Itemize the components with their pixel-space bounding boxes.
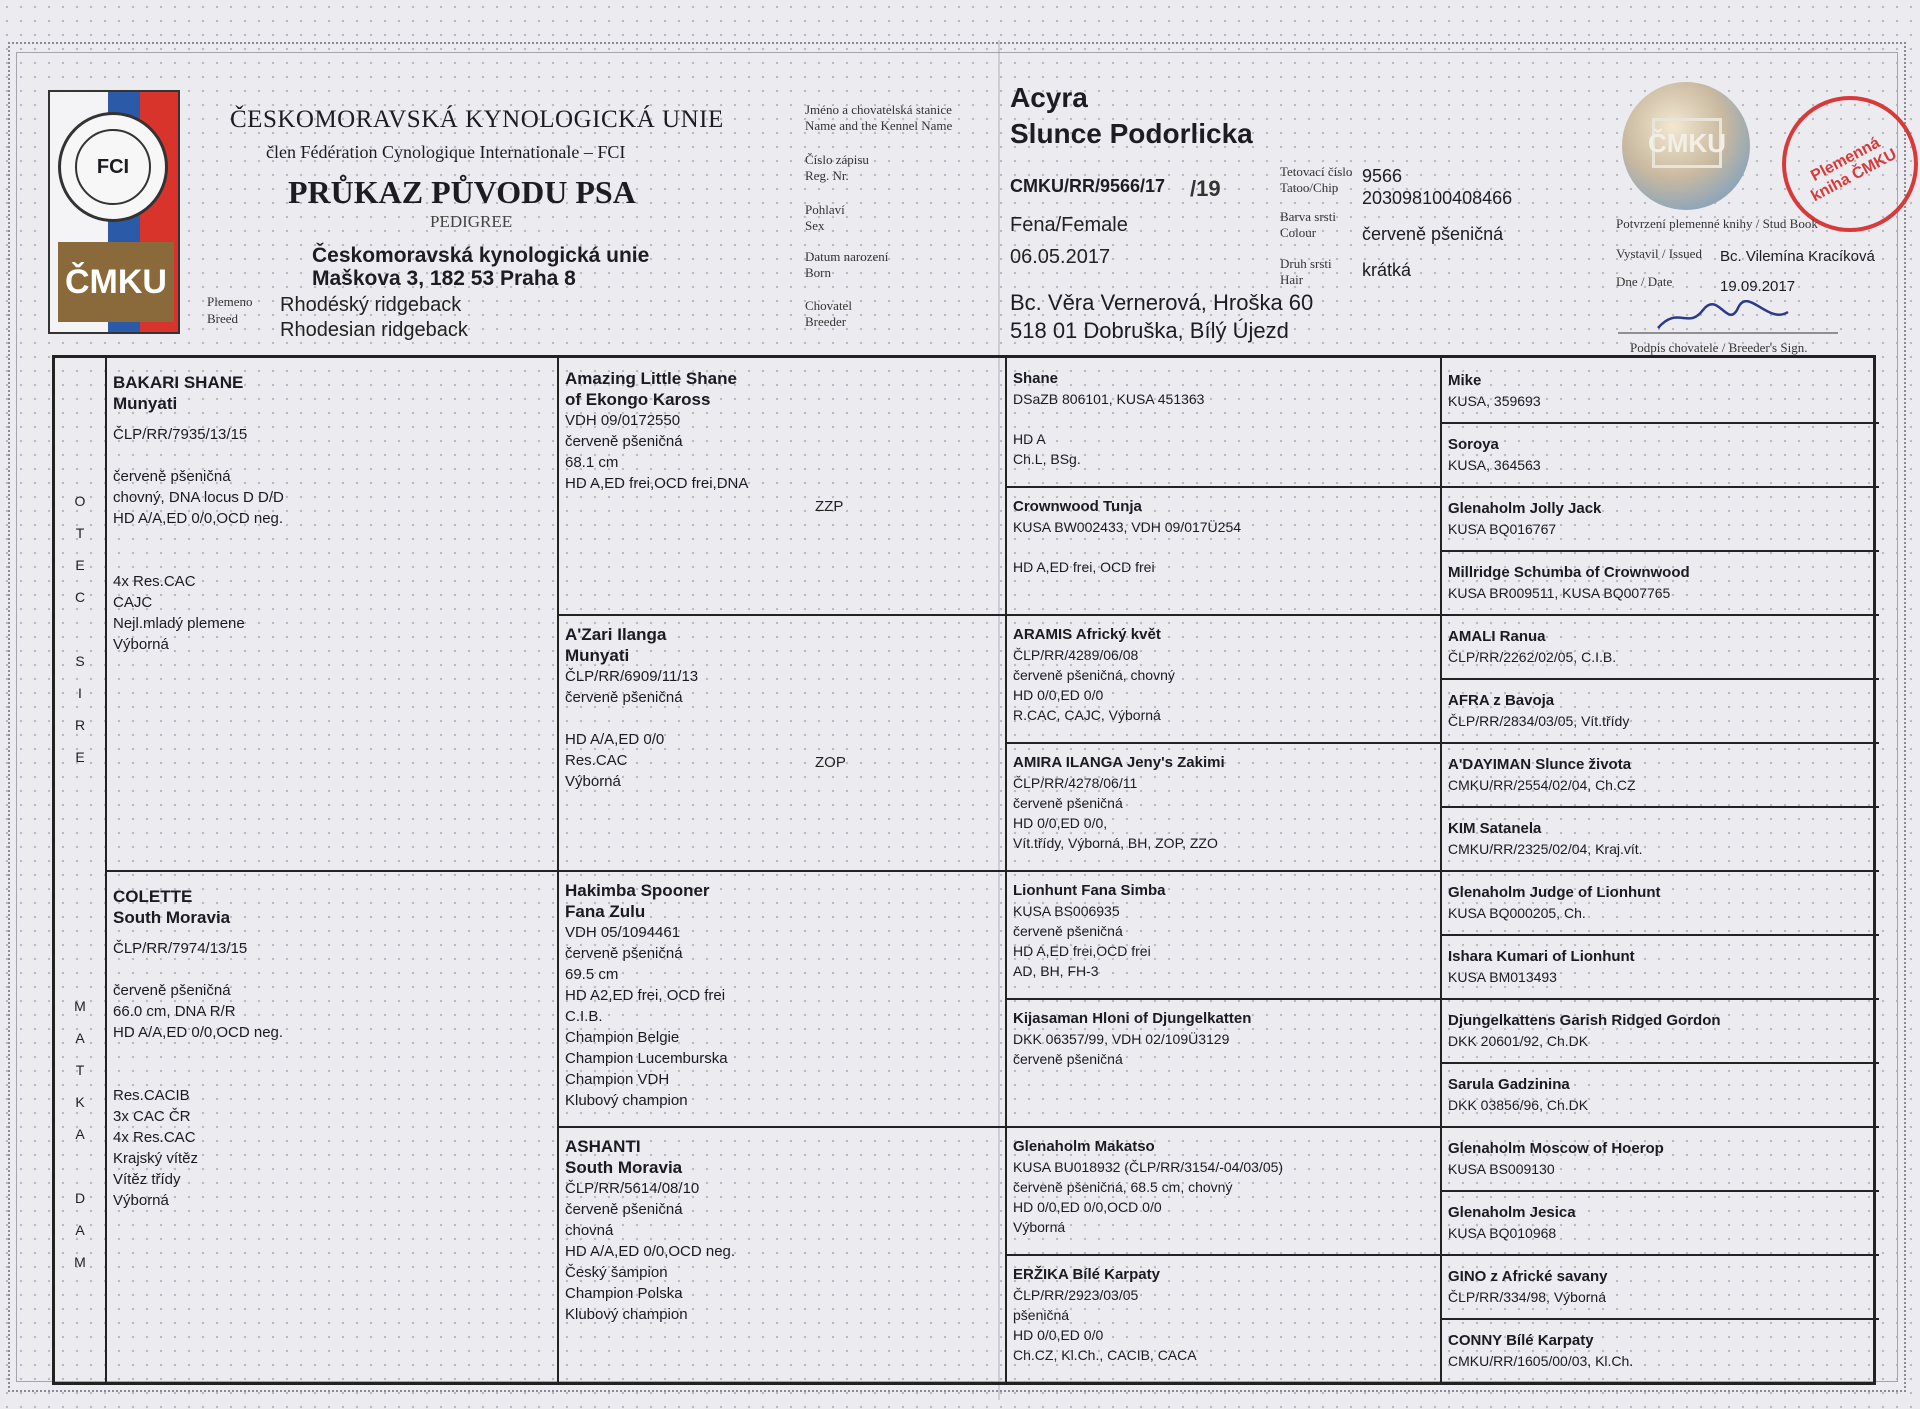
pedigree-line: HD 0/0,ED 0/0,OCD 0/0 xyxy=(1013,1199,1162,1215)
pedigree-line xyxy=(113,529,553,550)
side-letter-sire: E xyxy=(75,557,85,573)
pedigree-line: Res.CAC xyxy=(565,752,628,769)
pedigree-line: chovný, DNA locus D D/D xyxy=(113,489,284,506)
pedigree-line: ČLP/RR/6909/11/13 xyxy=(565,668,699,685)
pedigree-table xyxy=(52,355,1876,1385)
gen3-cell xyxy=(1013,880,1433,981)
gen3-cell xyxy=(1013,1008,1433,1069)
pedigree-line: KUSA BW002433, VDH 09/017Ü254 xyxy=(1013,519,1242,535)
gen4-name: GINO z Africké savany xyxy=(1448,1268,1608,1285)
gen4-row-divider xyxy=(1440,550,1879,552)
pedigree-line: 68.1 cm xyxy=(565,454,619,471)
pedigree-line xyxy=(113,1064,553,1085)
hair-label-cz: Druh srsti xyxy=(1280,256,1332,271)
gen4-row-divider xyxy=(1440,1190,1879,1192)
colour-value: červeně pšeničná xyxy=(1362,224,1504,244)
pedigree-line xyxy=(113,1043,553,1064)
gen2-kennel: of Ekongo Kaross xyxy=(565,390,711,409)
breed-label-cz: Plemeno xyxy=(207,294,253,309)
pedigree-line: 4x Res.CAC xyxy=(113,573,196,590)
gen3-name: Crownwood Tunja xyxy=(1013,498,1142,515)
breeder-address-line1: Bc. Věra Vernerová, Hroška 60 xyxy=(1010,290,1314,315)
pedigree-line: Výborná xyxy=(113,1192,169,1209)
registration-suffix: /19 xyxy=(1190,176,1221,201)
born-value: 06.05.2017 xyxy=(1010,246,1111,268)
side-letter-sire: I xyxy=(78,685,82,701)
hair-label-en: Hair xyxy=(1280,272,1304,287)
dam-name: COLETTE xyxy=(113,887,193,906)
pedigree-line: HD A/A,ED 0/0,OCD neg. xyxy=(113,510,284,527)
side-letter-sire: E xyxy=(75,749,85,765)
sire-name: BAKARI SHANE xyxy=(113,373,244,392)
pedigree-line: Vít.třídy, Výborná, BH, ZOP, ZZO xyxy=(1013,835,1218,851)
pedigree-line: Champion Lucemburska xyxy=(565,1050,728,1067)
gen3-name: Lionhunt Fana Simba xyxy=(1013,882,1166,899)
gen2-cell xyxy=(565,624,1001,792)
pedigree-line: ČLP/RR/5614/08/10 xyxy=(565,1180,700,1197)
pedigree-line xyxy=(113,959,553,980)
pedigree-line: KUSA BS006935 xyxy=(1013,903,1120,919)
issued-by: Bc. Vilemína Kracíková xyxy=(1720,248,1875,265)
fci-member: člen Fédération Cynologique Internationale – FCI xyxy=(266,142,626,162)
issued-date: 19.09.2017 xyxy=(1720,278,1796,295)
gen2-cell xyxy=(565,1136,1001,1325)
pedigree-line: 66.0 cm, DNA R/R xyxy=(113,1003,236,1020)
sire-kennel: Munyati xyxy=(113,394,178,413)
pedigree-line: ČLP/RR/7935/13/15 xyxy=(113,426,248,443)
gen4-name: A'DAYIMAN Slunce života xyxy=(1448,756,1632,773)
name-label-en: Name and the Kennel Name xyxy=(805,118,953,133)
gen4-row-divider xyxy=(1440,422,1879,424)
gen2-name: Amazing Little Shane xyxy=(565,369,737,388)
pedigree-line: C.I.B. xyxy=(565,1008,603,1025)
side-letter-dam: D xyxy=(74,1190,86,1206)
gen4-row-divider xyxy=(1440,806,1879,808)
gen4-name: KIM Satanela xyxy=(1448,820,1542,837)
gen4-cell xyxy=(1448,818,1873,859)
gen2-row-divider xyxy=(557,1126,1879,1128)
org-address-line1: Českomoravská kynologická unie xyxy=(312,244,650,267)
gen3-cell xyxy=(1013,368,1433,469)
pedigree-line: HD A/A,ED 0/0,OCD neg. xyxy=(113,1024,284,1041)
pedigree-line: HD A xyxy=(1013,431,1046,447)
side-letter-sire: O xyxy=(74,493,86,509)
studbook-stamp-text: Plemenná kniha ČMKU xyxy=(1808,134,1900,206)
pedigree-line: červeně pšeničná xyxy=(1013,795,1123,811)
sex-label-cz: Pohlaví xyxy=(805,202,845,217)
pedigree-line: CMKU/RR/1605/00/03, Kl.Ch. xyxy=(1448,1353,1634,1369)
gen4-cell xyxy=(1448,1138,1873,1179)
pedigree-line: KUSA BR009511, KUSA BQ007765 xyxy=(1448,585,1671,601)
hologram-seal-text: ČMKU xyxy=(1652,118,1722,168)
pedigree-line: HD A,ED frei, OCD frei xyxy=(1013,559,1155,575)
pedigree-line: Klubový champion xyxy=(565,1092,688,1109)
name-label-cz: Jméno a chovatelská stanice xyxy=(805,102,952,117)
gen4-cell xyxy=(1448,562,1873,603)
reg-label-en: Reg. Nr. xyxy=(805,168,849,183)
gen3-row-divider xyxy=(1005,1254,1879,1256)
dog-name-line2: Slunce Podorlicka xyxy=(1010,118,1253,149)
pedigree-line: Champion Polska xyxy=(565,1285,683,1302)
pedigree-line: KUSA, 359693 xyxy=(1448,393,1541,409)
breeder-sign-label: Podpis chovatele / Breeder's Sign. xyxy=(1630,340,1808,355)
pedigree-line: červeně pšeničná xyxy=(565,945,683,962)
gen2-name: A'Zari Ilanga xyxy=(565,625,667,644)
pedigree-line: KUSA BQ010968 xyxy=(1448,1225,1557,1241)
gen4-row-divider xyxy=(1440,1318,1879,1320)
org-address-line2: Maškova 3, 182 53 Praha 8 xyxy=(312,267,576,290)
pedigree-line: HD A,ED frei,OCD frei,DNA xyxy=(565,475,749,492)
cmku-fci-logo xyxy=(48,90,180,334)
gen3-row-divider xyxy=(1005,742,1879,744)
side-letter-dam: K xyxy=(75,1094,85,1110)
breeding-note: ZOP xyxy=(815,754,846,771)
pedigree-line: ČLP/RR/334/98, Výborná xyxy=(1448,1289,1606,1305)
gen4-cell xyxy=(1448,434,1873,475)
gen3-name: Glenaholm Makatso xyxy=(1013,1138,1155,1155)
gen4-name: Sarula Gadzinina xyxy=(1448,1076,1570,1093)
document-title: PRŮKAZ PŮVODU PSA xyxy=(288,174,636,210)
breeder-signature xyxy=(1618,300,1838,336)
breeding-note: ZZP xyxy=(815,498,844,515)
tattoo-label-cz: Tetovací číslo xyxy=(1280,164,1353,179)
pedigree-line xyxy=(565,708,1001,729)
gen4-name: Soroya xyxy=(1448,436,1499,453)
org-name: ČESKOMORAVSKÁ KYNOLOGICKÁ UNIE xyxy=(230,106,724,133)
colour-label-cz: Barva srsti xyxy=(1280,209,1336,224)
gen2-kennel: Fana Zulu xyxy=(565,902,646,921)
pedigree-line: ČLP/RR/7974/13/15 xyxy=(113,940,248,957)
side-letter-sire: T xyxy=(75,525,85,541)
gen2-kennel: South Moravia xyxy=(565,1158,683,1177)
pedigree-line: chovná xyxy=(565,1222,614,1239)
side-letter-sire: R xyxy=(74,717,86,733)
dam-cell xyxy=(113,886,553,1211)
gen4-cell xyxy=(1448,1202,1873,1243)
pedigree-line: DKK 06357/99, VDH 02/109Ü3129 xyxy=(1013,1031,1230,1047)
gen2-cell xyxy=(565,368,1001,494)
gen3-name: AMIRA ILANGA Jeny's Zakimi xyxy=(1013,754,1225,771)
pedigree-line: VDH 05/1094461 xyxy=(565,924,681,941)
pedigree-line: 69.5 cm xyxy=(565,966,619,983)
gen4-name: Ishara Kumari of Lionhunt xyxy=(1448,948,1635,965)
pedigree-line: Vítěz třídy xyxy=(113,1171,181,1188)
side-letter-dam: A xyxy=(75,1222,85,1238)
gen3-name: Kijasaman Hloni of Djungelkatten xyxy=(1013,1010,1252,1027)
pedigree-line xyxy=(1013,537,1433,557)
gen4-name: Mike xyxy=(1448,372,1482,389)
side-letter-dam: T xyxy=(75,1062,85,1078)
gen4-cell xyxy=(1448,1010,1873,1051)
breeder-label-en: Breeder xyxy=(805,314,847,329)
pedigree-line: KUSA BM013493 xyxy=(1448,969,1557,985)
born-label-en: Born xyxy=(805,265,831,280)
side-letter-dam: M xyxy=(74,998,86,1014)
pedigree-line: Nejl.mladý plemene xyxy=(113,615,245,632)
pedigree-line: Klubový champion xyxy=(565,1306,688,1323)
fci-badge xyxy=(58,112,168,222)
pedigree-line: DKK 03856/96, Ch.DK xyxy=(1448,1097,1589,1113)
gen4-cell xyxy=(1448,370,1873,411)
chip-value: 203098100408466 xyxy=(1362,188,1513,208)
sex-value: Fena/Female xyxy=(1010,214,1128,236)
pedigree-line: Krajský vítěz xyxy=(113,1150,199,1167)
gen2-row-divider xyxy=(557,614,1879,616)
gen3-cell xyxy=(1013,1264,1433,1365)
pedigree-line: Champion VDH xyxy=(565,1071,670,1088)
breeder-address-line2: 518 01 Dobruška, Bílý Újezd xyxy=(1010,318,1289,343)
gen4-name: CONNY Bílé Karpaty xyxy=(1448,1332,1594,1349)
breed-en: Rhodesian ridgeback xyxy=(280,319,468,341)
tattoo-label-en: Tatoo/Chip xyxy=(1280,180,1339,195)
pedigree-line: AD, BH, FH-3 xyxy=(1013,963,1099,979)
gen4-cell xyxy=(1448,1266,1873,1307)
gen3-cell xyxy=(1013,1136,1433,1237)
gen3-cell xyxy=(1013,624,1433,725)
pedigree-line: HD A2,ED frei, OCD frei xyxy=(565,987,726,1004)
side-letter-dam: M xyxy=(74,1254,86,1270)
side-letter-dam: A xyxy=(75,1126,85,1142)
gen4-cell xyxy=(1448,626,1873,667)
gen4-row-divider xyxy=(1440,678,1879,680)
pedigree-line: ČLP/RR/2923/03/05 xyxy=(1013,1287,1139,1303)
gen4-cell xyxy=(1448,882,1873,923)
pedigree-line: Res.CACIB xyxy=(113,1087,190,1104)
breed-cz: Rhodéský ridgeback xyxy=(280,294,462,316)
fci-logo-text: FCI xyxy=(75,129,151,205)
gen3-cell xyxy=(1013,496,1433,577)
pedigree-line: HD 0/0,ED 0/0 xyxy=(1013,1327,1104,1343)
pedigree-line: VDH 09/0172550 xyxy=(565,412,681,429)
tattoo-value: 9566 xyxy=(1362,166,1403,186)
pedigree-line: červeně pšeničná xyxy=(113,982,231,999)
pedigree-line: červeně pšeničná xyxy=(113,468,231,485)
date-label: Dne / Date xyxy=(1616,274,1673,289)
pedigree-line: Ch.L, BSg. xyxy=(1013,451,1081,467)
pedigree-line: ČLP/RR/4289/06/08 xyxy=(1013,647,1139,663)
pedigree-line: ČLP/RR/2834/03/05, Vít.třídy xyxy=(1448,713,1630,729)
pedigree-line: červeně pšeničná xyxy=(1013,1051,1123,1067)
gen4-cell xyxy=(1448,946,1873,987)
pedigree-line: ČLP/RR/4278/06/11 xyxy=(1013,775,1138,791)
pedigree-line: HD 0/0,ED 0/0, xyxy=(1013,815,1108,831)
gen4-row-divider xyxy=(1440,1062,1879,1064)
pedigree-line: červeně pšeničná xyxy=(565,1201,683,1218)
gen2-cell xyxy=(565,880,1001,1111)
gen4-cell xyxy=(1448,1330,1873,1371)
pedigree-line: HD 0/0,ED 0/0 xyxy=(1013,687,1104,703)
pedigree-line: HD A/A,ED 0/0 xyxy=(565,731,665,748)
gen3-name: ERŽIKA Bílé Karpaty xyxy=(1013,1266,1160,1283)
gen4-name: AFRA z Bavoja xyxy=(1448,692,1555,709)
pedigree-line: DKK 20601/92, Ch.DK xyxy=(1448,1033,1589,1049)
gen4-cell xyxy=(1448,690,1873,731)
gen4-name: Glenaholm Judge of Lionhunt xyxy=(1448,884,1661,901)
pedigree-line: ČLP/RR/2262/02/05, C.I.B. xyxy=(1448,649,1617,665)
pedigree-line: KUSA BQ016767 xyxy=(1448,521,1557,537)
reg-label-cz: Číslo zápisu xyxy=(805,152,869,167)
issued-label: Vystavil / Issued xyxy=(1616,246,1702,261)
breeder-label-cz: Chovatel xyxy=(805,298,852,313)
pedigree-line: Champion Belgie xyxy=(565,1029,680,1046)
breed-label-en: Breed xyxy=(207,311,239,326)
pedigree-line xyxy=(113,550,553,571)
document-subtitle: PEDIGREE xyxy=(430,212,513,231)
pedigree-line: KUSA BS009130 xyxy=(1448,1161,1555,1177)
pedigree-line xyxy=(113,445,553,466)
pedigree-line: pšeničná xyxy=(1013,1307,1070,1323)
gen4-cell xyxy=(1448,498,1873,539)
pedigree-line: Český šampion xyxy=(565,1264,668,1281)
gen2-name: ASHANTI xyxy=(565,1137,641,1156)
pedigree-line: červeně pšeničná xyxy=(1013,923,1123,939)
pedigree-line: HD A/A,ED 0/0,OCD neg. xyxy=(565,1243,736,1260)
gen3-cell xyxy=(1013,752,1433,853)
gen4-cell xyxy=(1448,1074,1873,1115)
gen3-row-divider xyxy=(1005,486,1879,488)
pedigree-line: Ch.CZ, Kl.Ch., CACIB, CACA xyxy=(1013,1347,1197,1363)
hair-value: krátká xyxy=(1362,260,1412,280)
gen4-row-divider xyxy=(1440,934,1879,936)
pedigree-line: KUSA BQ000205, Ch. xyxy=(1448,905,1586,921)
registration-number: CMKU/RR/9566/17 xyxy=(1010,176,1166,196)
pedigree-line: Výborná xyxy=(565,773,621,790)
pedigree-line: Výborná xyxy=(1013,1219,1066,1235)
gen4-name: Millridge Schumba of Crownwood xyxy=(1448,564,1690,581)
gen3-name: Shane xyxy=(1013,370,1059,387)
pedigree-line: 4x Res.CAC xyxy=(113,1129,196,1146)
gen4-name: Glenaholm Moscow of Hoerop xyxy=(1448,1140,1664,1157)
sex-label-en: Sex xyxy=(805,218,825,233)
dam-kennel: South Moravia xyxy=(113,908,231,927)
colour-label-en: Colour xyxy=(1280,225,1317,240)
born-label-cz: Datum narození xyxy=(805,249,889,264)
pedigree-line: KUSA BU018932 (ČLP/RR/3154/-04/03/05) xyxy=(1013,1159,1284,1175)
side-letter-dam: A xyxy=(75,1030,85,1046)
pedigree-line: R.CAC, CAJC, Výborná xyxy=(1013,707,1161,723)
gen3-row-divider xyxy=(1005,998,1879,1000)
gen4-name: Djungelkattens Garish Ridged Gordon xyxy=(1448,1012,1721,1029)
gen3-name: ARAMIS Africký květ xyxy=(1013,626,1161,643)
studbook-confirm-label: Potvrzení plemenné knihy / Stud Book xyxy=(1616,216,1818,231)
sire-cell xyxy=(113,372,553,655)
pedigree-line xyxy=(1013,409,1433,429)
side-letter-sire: C xyxy=(74,589,86,605)
gen4-name: AMALI Ranua xyxy=(1448,628,1546,645)
cmku-logo-text: ČMKU xyxy=(58,242,174,322)
gen4-cell xyxy=(1448,754,1873,795)
dog-name-line1: Acyra xyxy=(1010,82,1088,113)
sire-dam-divider xyxy=(105,870,1879,872)
gen2-name: Hakimba Spooner xyxy=(565,881,710,900)
gen4-name: Glenaholm Jesica xyxy=(1448,1204,1576,1221)
pedigree-line: červeně pšeničná, chovný xyxy=(1013,667,1175,683)
pedigree-line: DSaZB 806101, KUSA 451363 xyxy=(1013,391,1205,407)
pedigree-line: KUSA, 364563 xyxy=(1448,457,1541,473)
gen4-name: Glenaholm Jolly Jack xyxy=(1448,500,1602,517)
pedigree-line: CMKU/RR/2554/02/04, Ch.CZ xyxy=(1448,777,1636,793)
pedigree-line: CAJC xyxy=(113,594,153,611)
pedigree-line: HD A,ED frei,OCD frei xyxy=(1013,943,1151,959)
pedigree-line: červeně pšeničná, 68.5 cm, chovný xyxy=(1013,1179,1233,1195)
gen2-kennel: Munyati xyxy=(565,646,630,665)
pedigree-line: CMKU/RR/2325/02/04, Kraj.vít. xyxy=(1448,841,1643,857)
pedigree-line: 3x CAC ČR xyxy=(113,1108,191,1125)
pedigree-line: červeně pšeničná xyxy=(565,689,683,706)
side-letter-sire: S xyxy=(75,653,85,669)
pedigree-line: červeně pšeničná xyxy=(565,433,683,450)
pedigree-line: Výborná xyxy=(113,636,169,653)
